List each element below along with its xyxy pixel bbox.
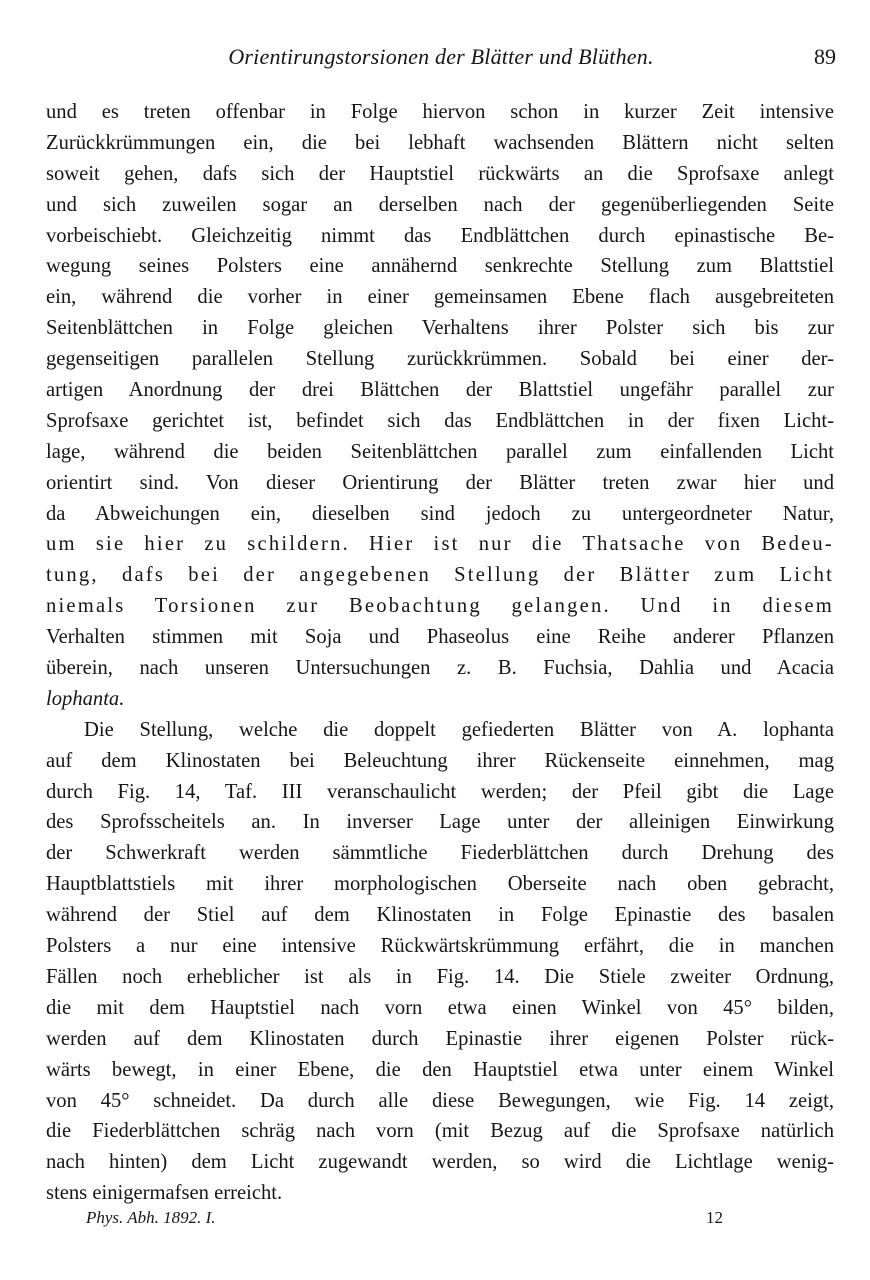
text-line: auf dem Klinostaten bei Beleuchtung ihrer Rückenseite einnehmen, mag (46, 749, 834, 772)
text-line: wärts bewegt, in einer Ebene, die den Hauptstiel etwa unter einem Winkel (46, 1058, 834, 1081)
running-title: Orientirungstorsionen der Blätter und Blüthen. (228, 44, 654, 69)
text-line: der Schwerkraft werden sämmtliche Fiederblättchen durch Drehung des (46, 842, 834, 865)
text-line: stens einigermafsen erreicht. (46, 1182, 283, 1205)
text-line: durch Fig. 14, Taf. III veranschaulicht werden; der Pfeil gibt die Lage (46, 780, 834, 803)
text-line: von 45° schneidet. Da durch alle diese Bewegungen, wie Fig. 14 zeigt, (46, 1089, 834, 1112)
signature-mark: 12 (706, 1208, 723, 1227)
text-line: um sie hier zu schildern. Hier ist nur die Thatsache von Bedeu- (46, 533, 834, 556)
text-line: und sich zuweilen sogar an derselben nach der gegenüberliegenden Seite (46, 193, 834, 216)
text-line: nach hinten) dem Licht zugewandt werden, so wird die Lichtlage wenig- (46, 1151, 834, 1174)
text-line: gegenseitigen parallelen Stellung zurückkrümmen. Sobald bei einer der- (46, 348, 834, 371)
text-line: Die Stellung, welche die doppelt gefiederten Blätter von A. lophanta (84, 718, 834, 741)
text-line: Polsters a nur eine intensive Rückwärtskrümmung erfährt, die in manchen (46, 935, 834, 958)
text-line: und es treten offenbar in Folge hiervon schon in kurzer Zeit intensive (46, 101, 834, 123)
text-line: tung, dafs bei der angegebenen Stellung der Blätter zum Licht (46, 564, 834, 587)
text-line: während der Stiel auf dem Klinostaten in Folge Epinastie des basalen (46, 904, 834, 927)
page-number: 89 (814, 44, 836, 69)
text-line: Fällen noch erheblicher ist als in Fig. 14. Die Stiele zweiter Ordnung, (46, 965, 834, 988)
text-line: werden auf dem Klinostaten durch Epinastie ihrer eigenen Polster rück- (46, 1027, 834, 1050)
journal-reference: Phys. Abh. 1892. I. (86, 1208, 216, 1227)
text-line: die Fiederblättchen schräg nach vorn (mit Bezug auf die Sprofsaxe natürlich (46, 1120, 834, 1143)
text-line: des Sprofsscheitels an. In inverser Lage unter der alleinigen Einwirkung (46, 811, 834, 834)
text-line: lophanta. (46, 687, 125, 710)
text-line: Seitenblättchen in Folge gleichen Verhaltens ihrer Polster sich bis zur (46, 317, 834, 340)
text-line: artigen Anordnung der drei Blättchen der Blattstiel ungefähr parallel zur (46, 379, 834, 402)
page-header (46, 44, 836, 78)
text-line: vorbeischiebt. Gleichzeitig nimmt das Endblättchen durch epinastische Be- (46, 224, 834, 247)
text-line: Sprofsaxe gerichtet ist, befindet sich das Endblättchen in der fixen Licht- (46, 409, 834, 432)
text-line: orientirt sind. Von dieser Orientirung der Blätter treten zwar hier und (46, 471, 834, 494)
text-line: Hauptblattstiels mit ihrer morphologischen Oberseite nach oben gebracht, (46, 873, 834, 896)
text-line: die mit dem Hauptstiel nach vorn etwa einen Winkel von 45° bilden, (46, 996, 834, 1019)
text-line: wegung seines Polsters eine annähernd senkrechte Stellung zum Blattstiel (46, 255, 834, 278)
text-line: ein, während die vorher in einer gemeinsamen Ebene flach ausgebreiteten (46, 286, 834, 309)
text-line: lage, während die beiden Seitenblättchen parallel zum einfallenden Licht (46, 440, 834, 463)
text-line: Zurückkrümmungen ein, die bei lebhaft wachsenden Blättern nicht selten (46, 131, 834, 154)
text-line: niemals Torsionen zur Beobachtung gelangen. Und in diesem (46, 595, 834, 618)
body-text (46, 97, 834, 1209)
text-line: da Abweichungen ein, dieselben sind jedoch zu untergeordneter Natur, (46, 502, 834, 525)
text-line: Verhalten stimmen mit Soja und Phaseolus eine Reihe anderer Pflanzen (46, 626, 834, 649)
page-footer (46, 1208, 836, 1236)
text-line: soweit gehen, dafs sich der Hauptstiel rückwärts an die Sprofsaxe anlegt (46, 162, 834, 185)
text-line: überein, nach unseren Untersuchungen z. B. Fuchsia, Dahlia und Acacia (46, 657, 834, 680)
